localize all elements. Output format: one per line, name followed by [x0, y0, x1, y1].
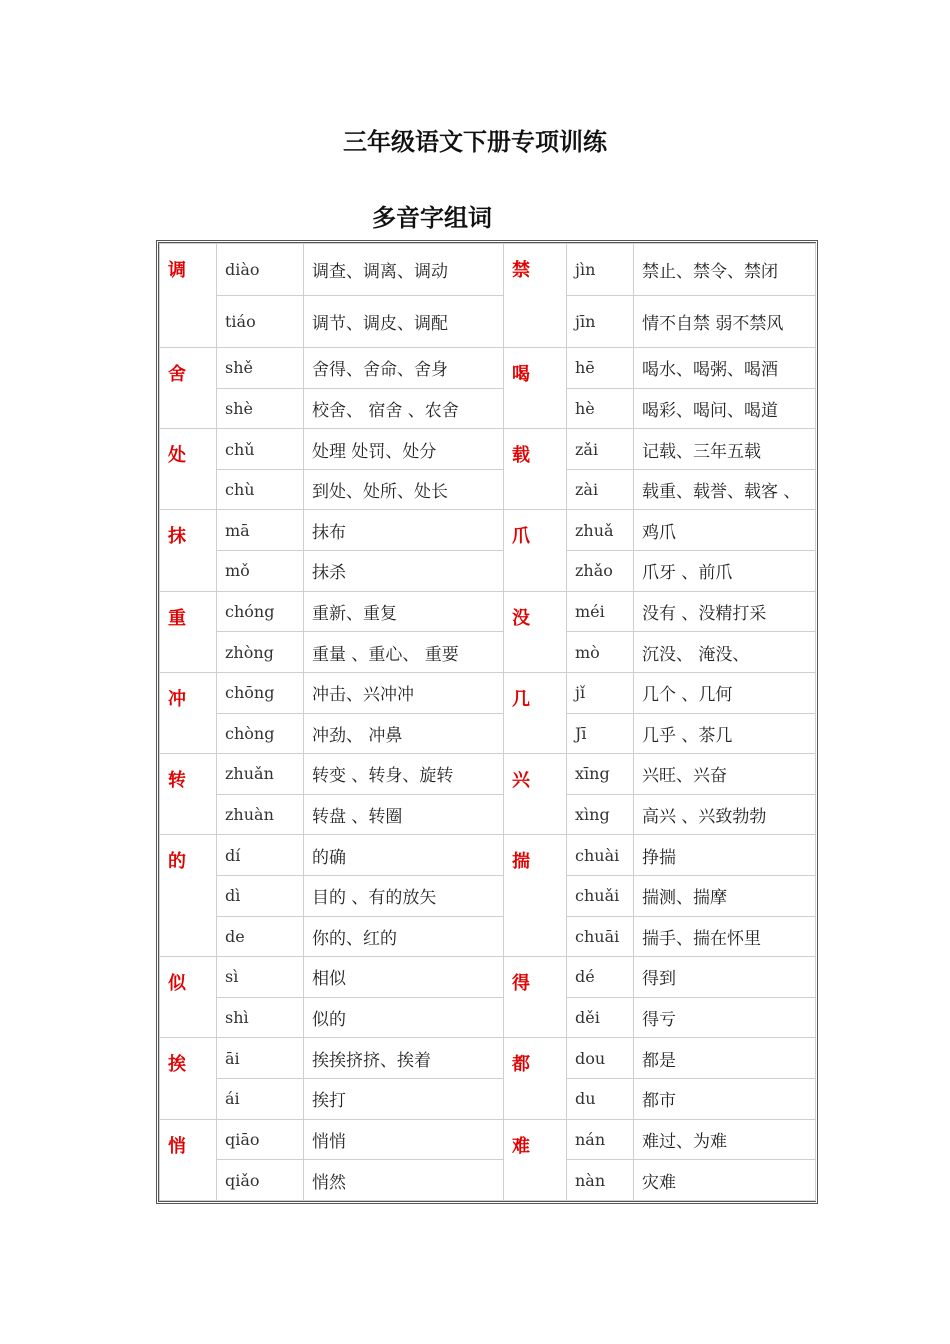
left-char-cell: 调	[160, 244, 217, 348]
left-words-cell: 挨挨挤挤、挨着	[304, 1038, 504, 1079]
right-words-cell: 灾难	[634, 1160, 816, 1201]
table-row	[160, 348, 816, 389]
left-pinyin-cell: mǒ	[217, 551, 304, 592]
right-pinyin-cell: mò	[567, 632, 634, 673]
left-words-cell: 处理 处罚、处分	[304, 429, 504, 470]
left-words-cell: 挨打	[304, 1079, 504, 1120]
table-row	[160, 1038, 816, 1079]
right-char-cell: 得	[504, 957, 567, 1038]
left-pinyin-cell: sì	[217, 957, 304, 998]
left-words-cell: 目的 、有的放矢	[304, 875, 504, 916]
left-pinyin-cell: chù	[217, 469, 304, 510]
right-char-cell: 喝	[504, 348, 567, 429]
table-row	[160, 794, 816, 835]
left-pinyin-cell: chǔ	[217, 429, 304, 470]
table-row	[160, 875, 816, 916]
right-char-cell: 难	[504, 1119, 567, 1200]
right-words-cell: 揣测、揣摩	[634, 875, 816, 916]
right-pinyin-cell: hē	[567, 348, 634, 389]
left-pinyin-cell: zhuàn	[217, 794, 304, 835]
right-words-cell: 没有 、没精打采	[634, 591, 816, 632]
right-pinyin-cell: xìng	[567, 794, 634, 835]
table-row	[160, 388, 816, 429]
right-char-cell: 爪	[504, 510, 567, 591]
right-pinyin-cell: zhuǎ	[567, 510, 634, 551]
left-pinyin-cell: de	[217, 916, 304, 957]
left-words-cell: 转盘 、转圈	[304, 794, 504, 835]
right-char-cell: 都	[504, 1038, 567, 1119]
right-pinyin-cell: du	[567, 1079, 634, 1120]
table-row	[160, 835, 816, 876]
left-words-cell: 的确	[304, 835, 504, 876]
left-pinyin-cell: chòng	[217, 713, 304, 754]
left-words-cell: 悄然	[304, 1160, 504, 1201]
left-words-cell: 到处、处所、处长	[304, 469, 504, 510]
left-pinyin-cell: chōng	[217, 672, 304, 713]
right-pinyin-cell: nán	[567, 1119, 634, 1160]
right-words-cell: 得到	[634, 957, 816, 998]
section-subtitle: 多音字组词	[372, 204, 492, 232]
right-pinyin-cell: dé	[567, 957, 634, 998]
left-pinyin-cell: dí	[217, 835, 304, 876]
left-words-cell: 重量 、重心、 重要	[304, 632, 504, 673]
table-row	[160, 754, 816, 795]
left-char-cell: 处	[160, 429, 217, 510]
right-words-cell: 载重、载誉、载客 、	[634, 469, 816, 510]
right-pinyin-cell: hè	[567, 388, 634, 429]
right-char-cell: 载	[504, 429, 567, 510]
left-char-cell: 舍	[160, 348, 217, 429]
left-words-cell: 调查、调离、调动	[304, 244, 504, 296]
left-pinyin-cell: dì	[217, 875, 304, 916]
left-words-cell: 舍得、舍命、舍身	[304, 348, 504, 389]
left-pinyin-cell: ái	[217, 1079, 304, 1120]
left-char-cell: 挨	[160, 1038, 217, 1119]
right-char-cell: 几	[504, 672, 567, 753]
right-pinyin-cell: chuài	[567, 835, 634, 876]
right-pinyin-cell: zǎi	[567, 429, 634, 470]
left-pinyin-cell: zhòng	[217, 632, 304, 673]
left-char-cell: 重	[160, 591, 217, 672]
right-pinyin-cell: děi	[567, 997, 634, 1038]
right-words-cell: 都是	[634, 1038, 816, 1079]
right-pinyin-cell: jǐ	[567, 672, 634, 713]
right-words-cell: 禁止、禁令、禁闭	[634, 244, 816, 296]
table-row	[160, 1079, 816, 1120]
table-row	[160, 296, 816, 348]
left-pinyin-cell: tiáo	[217, 296, 304, 348]
left-words-cell: 你的、红的	[304, 916, 504, 957]
left-words-cell: 冲劲、 冲鼻	[304, 713, 504, 754]
left-pinyin-cell: chóng	[217, 591, 304, 632]
right-words-cell: 爪牙 、前爪	[634, 551, 816, 592]
left-pinyin-cell: qiǎo	[217, 1160, 304, 1201]
right-words-cell: 得亏	[634, 997, 816, 1038]
table-row	[160, 1160, 816, 1201]
left-char-cell: 似	[160, 957, 217, 1038]
left-words-cell: 重新、重复	[304, 591, 504, 632]
right-pinyin-cell: xīng	[567, 754, 634, 795]
left-char-cell: 冲	[160, 672, 217, 753]
right-pinyin-cell: jīn	[567, 296, 634, 348]
left-pinyin-cell: zhuǎn	[217, 754, 304, 795]
left-pinyin-cell: shè	[217, 388, 304, 429]
right-char-cell: 兴	[504, 754, 567, 835]
left-char-cell: 抹	[160, 510, 217, 591]
left-pinyin-cell: shě	[217, 348, 304, 389]
table-row	[160, 591, 816, 632]
left-words-cell: 校舍、 宿舍 、农舍	[304, 388, 504, 429]
right-words-cell: 几乎 、茶几	[634, 713, 816, 754]
right-words-cell: 几个 、几何	[634, 672, 816, 713]
left-char-cell: 转	[160, 754, 217, 835]
right-words-cell: 记载、三年五载	[634, 429, 816, 470]
right-words-cell: 鸡爪	[634, 510, 816, 551]
left-words-cell: 抹布	[304, 510, 504, 551]
right-words-cell: 喝水、喝粥、喝酒	[634, 348, 816, 389]
right-words-cell: 挣揣	[634, 835, 816, 876]
polyphone-table	[159, 243, 816, 1201]
right-char-cell: 没	[504, 591, 567, 672]
left-words-cell: 抹杀	[304, 551, 504, 592]
table-row	[160, 510, 816, 551]
polyphone-table-frame	[156, 240, 818, 1204]
left-words-cell: 冲击、兴冲冲	[304, 672, 504, 713]
table-row	[160, 244, 816, 296]
right-pinyin-cell: Jī	[567, 713, 634, 754]
right-pinyin-cell: chuāi	[567, 916, 634, 957]
right-words-cell: 兴旺、兴奋	[634, 754, 816, 795]
right-pinyin-cell: nàn	[567, 1160, 634, 1201]
table-row	[160, 997, 816, 1038]
right-words-cell: 高兴 、兴致勃勃	[634, 794, 816, 835]
right-words-cell: 情不自禁 弱不禁风	[634, 296, 816, 348]
page-title: 三年级语文下册专项训练	[343, 128, 607, 156]
right-pinyin-cell: méi	[567, 591, 634, 632]
right-words-cell: 喝彩、喝问、喝道	[634, 388, 816, 429]
left-words-cell: 似的	[304, 997, 504, 1038]
table-row	[160, 713, 816, 754]
left-char-cell: 的	[160, 835, 217, 957]
right-pinyin-cell: zài	[567, 469, 634, 510]
left-pinyin-cell: mā	[217, 510, 304, 551]
left-words-cell: 相似	[304, 957, 504, 998]
right-words-cell: 都市	[634, 1079, 816, 1120]
left-words-cell: 调节、调皮、调配	[304, 296, 504, 348]
right-words-cell: 沉没、 淹没、	[634, 632, 816, 673]
table-row	[160, 429, 816, 470]
left-pinyin-cell: āi	[217, 1038, 304, 1079]
right-pinyin-cell: zhǎo	[567, 551, 634, 592]
right-char-cell: 揣	[504, 835, 567, 957]
left-words-cell: 转变 、转身、旋转	[304, 754, 504, 795]
right-pinyin-cell: jìn	[567, 244, 634, 296]
right-words-cell: 揣手、揣在怀里	[634, 916, 816, 957]
table-row	[160, 632, 816, 673]
left-pinyin-cell: diào	[217, 244, 304, 296]
table-row	[160, 957, 816, 998]
left-words-cell: 悄悄	[304, 1119, 504, 1160]
table-row	[160, 672, 816, 713]
table-row	[160, 916, 816, 957]
table-row	[160, 469, 816, 510]
left-pinyin-cell: qiāo	[217, 1119, 304, 1160]
left-char-cell: 悄	[160, 1119, 217, 1200]
table-row	[160, 551, 816, 592]
right-char-cell: 禁	[504, 244, 567, 348]
table-row	[160, 1119, 816, 1160]
left-pinyin-cell: shì	[217, 997, 304, 1038]
right-words-cell: 难过、为难	[634, 1119, 816, 1160]
right-pinyin-cell: dou	[567, 1038, 634, 1079]
right-pinyin-cell: chuǎi	[567, 875, 634, 916]
